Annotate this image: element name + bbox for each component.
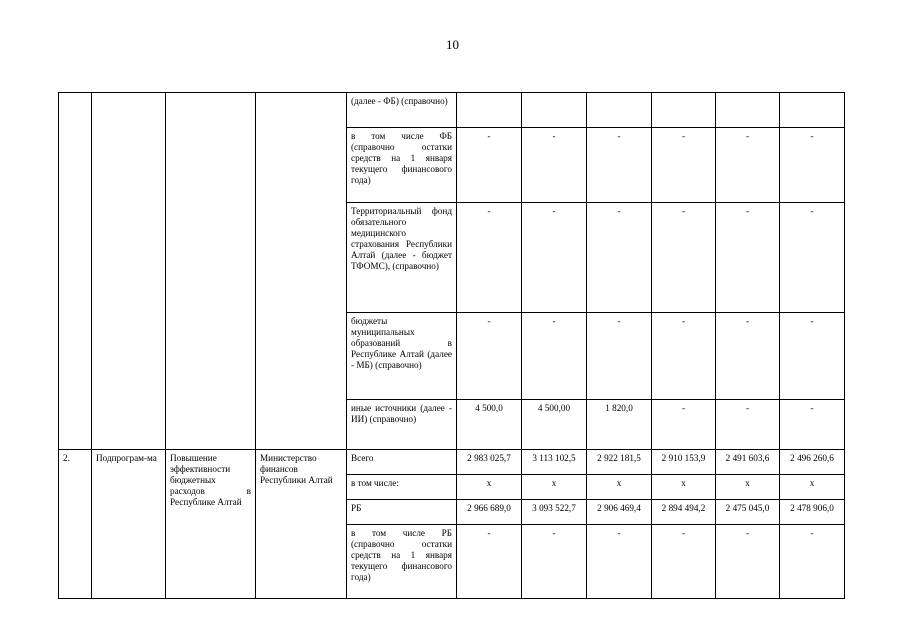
- table-row: [59, 93, 845, 128]
- subprogram-type: Подпрограм-ма: [92, 450, 166, 599]
- value-cell: -: [716, 313, 780, 400]
- value-cell: -: [457, 128, 522, 203]
- value-cell: 1 820,0: [587, 400, 652, 450]
- source-cell: иные источники (далее - ИИ) (справочно): [347, 400, 457, 450]
- value-cell: -: [652, 313, 716, 400]
- value-cell: 2 475 045,0: [716, 500, 780, 525]
- source-cell: бюджеты муниципальных образований в Республике Алтай (далее - МБ) (справочно): [347, 313, 457, 400]
- value-cell: -: [716, 128, 780, 203]
- value-cell: х: [457, 475, 522, 500]
- subprogram-number: 2.: [59, 450, 92, 599]
- source-cell: в том числе:: [347, 475, 457, 500]
- number-cell: [59, 93, 92, 450]
- value-cell: -: [587, 525, 652, 599]
- value-cell: -: [652, 128, 716, 203]
- subprogram-name: Повышение эффективности бюджетных расходов в Республике Алтай: [166, 450, 256, 599]
- value-cell: х: [652, 475, 716, 500]
- value-cell: [652, 93, 716, 128]
- value-cell: 3 113 102,5: [522, 450, 587, 475]
- value-cell: [457, 93, 522, 128]
- value-cell: 2 983 025,7: [457, 450, 522, 475]
- source-cell: (далее - ФБ) (справочно): [347, 93, 457, 128]
- value-cell: -: [780, 128, 845, 203]
- value-cell: 2 894 494,2: [652, 500, 716, 525]
- value-cell: 2 906 469,4: [587, 500, 652, 525]
- value-cell: -: [587, 313, 652, 400]
- value-cell: -: [522, 525, 587, 599]
- value-cell: х: [587, 475, 652, 500]
- value-cell: -: [716, 400, 780, 450]
- value-cell: -: [457, 525, 522, 599]
- value-cell: [780, 93, 845, 128]
- executor-cell: [256, 93, 347, 450]
- budget-table: [58, 92, 845, 599]
- source-cell: РБ: [347, 500, 457, 525]
- value-cell: х: [716, 475, 780, 500]
- value-cell: 2 491 603,6: [716, 450, 780, 475]
- source-cell: в том числе РБ (справочно остатки средств на 1 января текущего финансового года): [347, 525, 457, 599]
- value-cell: 4 500,0: [457, 400, 522, 450]
- value-cell: 3 093 522,7: [522, 500, 587, 525]
- value-cell: 2 496 260,6: [780, 450, 845, 475]
- value-cell: 4 500,00: [522, 400, 587, 450]
- source-cell: Территориальный фонд обязательного медицинского страхования Республики Алтай (далее - бюджет ТФОМС), (справочно): [347, 203, 457, 313]
- source-cell: в том числе ФБ (справочно остатки средств на 1 января текущего финансового года): [347, 128, 457, 203]
- value-cell: -: [780, 203, 845, 313]
- value-cell: -: [652, 203, 716, 313]
- source-cell: Всего: [347, 450, 457, 475]
- value-cell: -: [457, 203, 522, 313]
- name-cell: [166, 93, 256, 450]
- value-cell: -: [522, 128, 587, 203]
- value-cell: -: [716, 525, 780, 599]
- table-row: [59, 450, 845, 475]
- value-cell: х: [780, 475, 845, 500]
- value-cell: [716, 93, 780, 128]
- value-cell: -: [652, 400, 716, 450]
- value-cell: -: [522, 313, 587, 400]
- value-cell: 2 966 689,0: [457, 500, 522, 525]
- value-cell: -: [652, 525, 716, 599]
- value-cell: -: [587, 203, 652, 313]
- value-cell: 2 478 906,0: [780, 500, 845, 525]
- value-cell: -: [457, 313, 522, 400]
- page-number: 10: [446, 37, 459, 52]
- value-cell: -: [780, 525, 845, 599]
- value-cell: -: [587, 128, 652, 203]
- value-cell: х: [522, 475, 587, 500]
- value-cell: 2 922 181,5: [587, 450, 652, 475]
- value-cell: [522, 93, 587, 128]
- value-cell: -: [716, 203, 780, 313]
- value-cell: 2 910 153,9: [652, 450, 716, 475]
- subprogram-executor: Министерство финансов Республики Алтай: [256, 450, 347, 599]
- value-cell: -: [780, 400, 845, 450]
- value-cell: -: [522, 203, 587, 313]
- value-cell: [587, 93, 652, 128]
- value-cell: -: [780, 313, 845, 400]
- type-cell: [92, 93, 166, 450]
